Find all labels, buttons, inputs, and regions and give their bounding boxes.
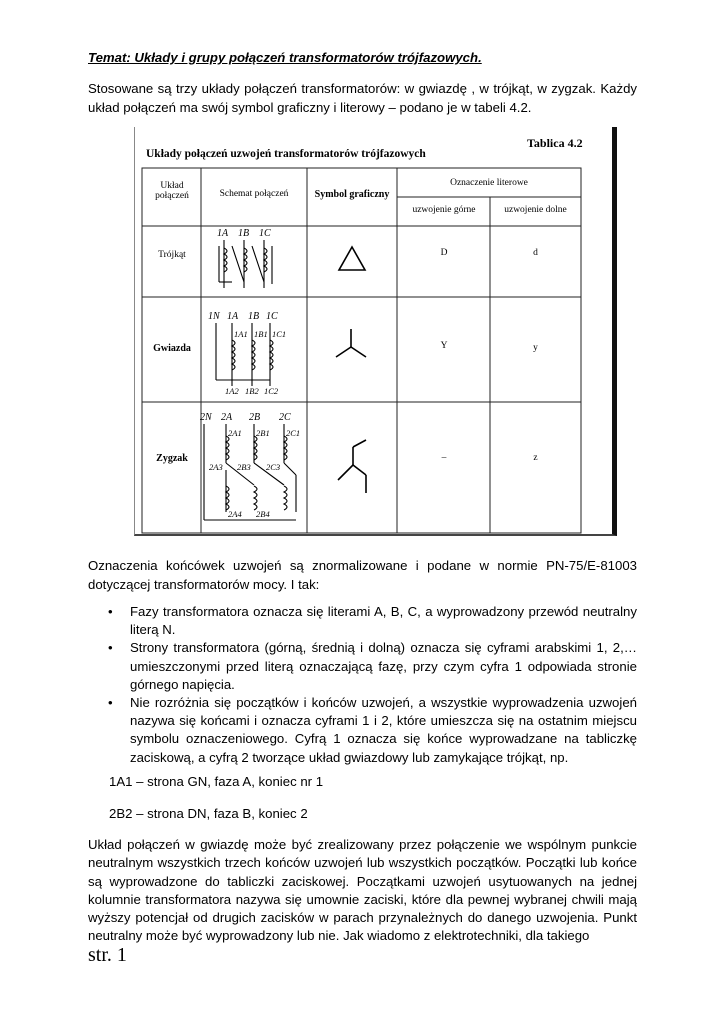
norm-paragraph: Oznaczenia końcówek uzwojeń są znormalizowane i podane w normie PN-75/E-81003 dotyczącej transformatorów mocy. I tak:	[88, 558, 637, 592]
bullet-text: Nie rozróżnia się początków i końców uzwojeń, a wszystkie wyprowadzenia uzwojeń nazywa się końcami i oznacza cyframi 1 i 2, które umieszcza się na ostatnim miejscu symbolu oznaczeniowego. Cyfrą 1 oznacza się końce wyprowadzane na tabliczkę zaciskową, a cyfrą 2 tworzące układ gwiazdowy lub zamykające trójkąt, np.	[130, 695, 637, 765]
intro-paragraph: Stosowane są trzy układy połączeń transformatorów: w gwiazdę , w trójkąt, w zygzak. Każdy układ połączeń ma swój symbol graficzny i literowy – podano je w tabeli 4.2.	[88, 81, 637, 115]
page-number: str. 1	[88, 944, 127, 966]
delta-label-c: 1C	[259, 228, 271, 239]
bullet-text: Strony transformatora (górną, średnią i dolną) oznacza się cyframi arabskimi 1, 2,… umieszczonymi przed literą oznaczającą fazę, przy czym cyfra 1 odpowiada stronie górnego napięcia.	[130, 640, 637, 692]
delta-symbol	[339, 247, 365, 270]
bullet-mark: •	[108, 604, 113, 619]
star-bot-b: 1B2	[245, 386, 259, 396]
table-title: Układy połączeń uzwojeń transformatorów trójfazowych	[146, 148, 426, 160]
example-1: 1A1 – strona GN, faza A, koniec nr 1	[109, 774, 324, 789]
header-connection: Układ połączeń	[155, 181, 189, 201]
delta-label-b: 1B	[238, 228, 250, 239]
star-top-b: 1B	[248, 311, 260, 322]
list-item	[88, 694, 637, 767]
example-2: 2B2 – strona DN, faza B, koniec 2	[109, 806, 308, 821]
delta-label-a: 1A	[217, 228, 229, 239]
row-name-delta: Trójkąt	[158, 250, 186, 260]
header-symbol: Symbol graficzny	[314, 189, 390, 200]
star-connection-paragraph: Układ połączeń w gwiazdę może być zrealizowany przez połączenie we wspólnym punkcie neutralnym wszystkich trzech końców uzwojeń lub wszystkich początków. Początki lub końce są wyprowadzone do tabliczki zaciskowej. Początkami uzwojeń usytuowanych na jednej kolumnie transformatora nazywa się umownie zaciski, które dla pewnej wybranej chwili mają wyższy potencjał od drugich zacisków w parach przynależnych do danego uzwojenia. Punkt neutralny może być wyprowadzony lub nie. Jak wiadomo z elektrotechniki, dla takiego	[88, 837, 637, 944]
row-lower-delta: d	[533, 248, 538, 258]
star-bot-c: 1C2	[264, 386, 279, 396]
delta-schematic	[219, 240, 272, 288]
star-top-a: 1A	[227, 311, 239, 322]
zigzag-schematic	[204, 424, 296, 520]
bullet-mark: •	[108, 695, 113, 711]
row-lower-zigzag: z	[533, 453, 538, 463]
zig-mid-c: 2C1	[286, 428, 301, 438]
zig-mid-a: 2A1	[228, 428, 242, 438]
row-upper-delta: D	[440, 248, 448, 258]
star-top-n: 1N	[208, 311, 220, 322]
row-upper-zigzag: –	[441, 453, 447, 463]
star-mid-b: 1B1	[254, 329, 268, 339]
zigzag-symbol	[338, 440, 366, 493]
zig-mid2-c: 2C3	[266, 462, 281, 472]
star-symbol	[336, 329, 366, 357]
row-upper-star: Y	[440, 341, 448, 351]
table-caption: Tablica 4.2	[527, 136, 583, 150]
zig-mid2-b: 2B3	[237, 462, 251, 472]
zig-top-b: 2B	[249, 412, 261, 423]
header-letter: Oznaczenie literowe	[450, 178, 528, 188]
document-title: Temat: Układy i grupy połączeń transformatorów trójfazowych.	[88, 50, 482, 65]
star-bot-a: 1A2	[225, 386, 239, 396]
zig-top-n: 2N	[200, 412, 212, 423]
header-lower: uzwojenie dolne	[504, 205, 567, 215]
zig-bot-a: 2A4	[228, 509, 242, 519]
zig-mid-b: 2B1	[256, 428, 270, 438]
zig-bot-b: 2B4	[256, 509, 270, 519]
zig-top-c: 2C	[279, 412, 291, 423]
row-name-zigzag: Zygzak	[156, 453, 188, 464]
header-schematic: Schemat połączeń	[219, 189, 289, 199]
row-name-star: Gwiazda	[153, 343, 191, 354]
bullet-mark: •	[108, 640, 113, 656]
list-item	[88, 639, 637, 694]
zig-top-a: 2A	[221, 412, 233, 423]
header-upper: uzwojenie górne	[412, 205, 476, 215]
star-mid-a: 1A1	[234, 329, 248, 339]
zig-mid2-a: 2A3	[209, 462, 223, 472]
star-mid-c: 1C1	[272, 329, 287, 339]
rules-list	[88, 603, 637, 767]
list-item	[88, 603, 637, 639]
row-lower-star: y	[533, 343, 538, 353]
star-top-c: 1C	[266, 311, 278, 322]
bullet-text: Fazy transformatora oznacza się literami A, B, C, a wyprowadzony przewód neutralny literą N.	[130, 604, 637, 638]
